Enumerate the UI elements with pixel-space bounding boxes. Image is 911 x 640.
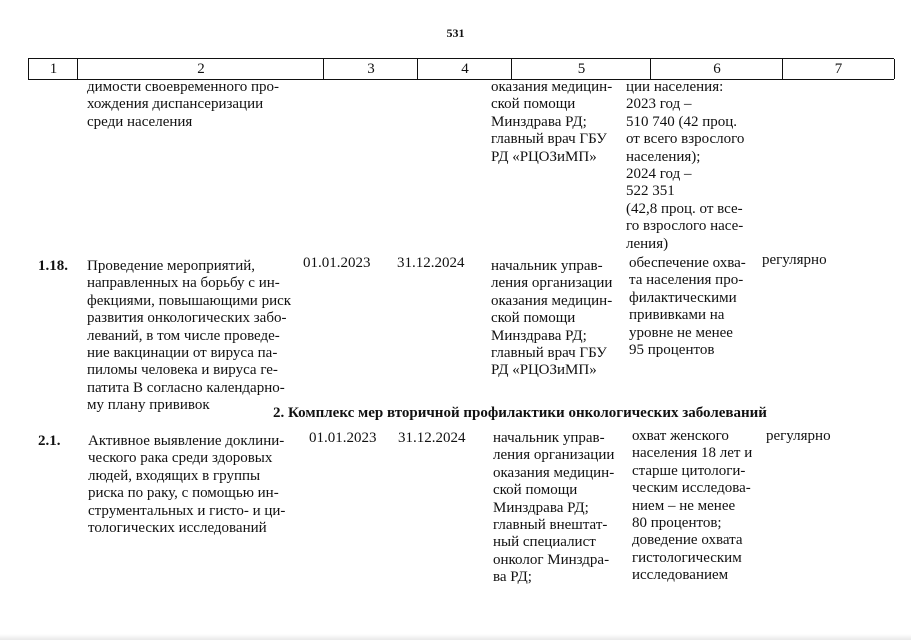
text-line: Минздрава РД; xyxy=(491,327,587,344)
text-line: главный внештат- xyxy=(493,517,608,534)
text-line: старше цитологи- xyxy=(632,462,746,479)
text-line: та населения про- xyxy=(629,272,744,289)
text-line: 510 740 (42 проц. xyxy=(626,113,738,130)
text-line: среди населения xyxy=(87,113,193,130)
text-line: струментальных и гисто- и ци- xyxy=(88,502,286,519)
text-line: направленных на борьбу с ин- xyxy=(87,275,280,292)
text-line: ской помощи xyxy=(491,96,576,113)
text-line: филактическими xyxy=(629,289,737,306)
text-line: 95 процентов xyxy=(629,342,715,359)
text-line: прививками на xyxy=(629,307,725,324)
row-2-1-frequency: регулярно xyxy=(766,428,831,444)
text-line: Проведение мероприятий, xyxy=(87,258,256,274)
continuation-description xyxy=(87,79,294,131)
text-line: ления организации xyxy=(493,447,615,464)
row-2-1-end-date: 31.12.2024 xyxy=(398,430,466,446)
text-line: гистологическим xyxy=(632,549,742,566)
text-line: ние вакцинации от вируса па- xyxy=(87,345,278,362)
text-line: патита В согласно календарно- xyxy=(87,379,285,396)
page-number: 531 xyxy=(446,26,465,40)
text-line: 80 процентов; xyxy=(632,515,722,532)
table-header-row xyxy=(28,58,894,80)
text-line: димости своевременного про- xyxy=(87,79,279,95)
scan-edge-shadow xyxy=(0,634,911,640)
row-1-18-description xyxy=(87,258,294,415)
text-line: ской помощи xyxy=(493,482,578,499)
row-number-2-1: 2.1. xyxy=(38,433,61,449)
header-col-3: 3 xyxy=(323,59,418,79)
text-line: начальник управ- xyxy=(491,258,603,274)
text-line: (42,8 проц. от все- xyxy=(626,200,743,217)
text-line: главный врач ГБУ xyxy=(491,131,607,148)
header-col-6: 6 xyxy=(650,59,783,79)
text-line: Минздрава РД; xyxy=(491,113,587,130)
text-line: 522 351 xyxy=(626,183,675,200)
text-line: доведение охвата xyxy=(632,532,743,549)
text-line: Активное выявление доклини- xyxy=(88,433,285,449)
text-line: нием – не менее xyxy=(632,497,736,514)
text-line: ления организации xyxy=(491,275,613,292)
text-line: леваний, в том числе проведе- xyxy=(87,327,280,344)
row-2-1-responsible xyxy=(493,430,619,587)
row-2-1-result xyxy=(632,428,758,585)
text-line: населения); xyxy=(626,148,701,165)
text-line: исследованием xyxy=(632,567,729,584)
text-line: оказания медицин- xyxy=(491,292,613,309)
text-line: от всего взрослого xyxy=(626,131,745,148)
row-1-18-responsible xyxy=(491,258,617,380)
text-line: людей, входящих в группы xyxy=(88,467,261,484)
text-line: ва РД; xyxy=(493,569,532,586)
row-1-18-frequency: регулярно xyxy=(762,252,827,268)
text-line: го взрослого насе- xyxy=(626,218,744,235)
row-2-1-start-date: 01.01.2023 xyxy=(309,430,377,446)
text-line: ный специалист xyxy=(493,534,596,551)
text-line: оказания медицин- xyxy=(491,79,613,95)
text-line: онколог Минздра- xyxy=(493,551,610,568)
row-1-18-start-date: 01.01.2023 xyxy=(303,255,371,271)
text-line: ческого рака среди здоровых xyxy=(88,450,273,467)
text-line: 2023 год – xyxy=(626,96,692,113)
text-line: главный врач ГБУ xyxy=(491,345,607,362)
text-line: охват женского xyxy=(632,428,729,444)
text-line: Минздрава РД; xyxy=(493,499,589,516)
row-number-1-18: 1.18. xyxy=(38,258,68,274)
text-line: 2024 год – xyxy=(626,166,692,183)
text-line: тологических исследований xyxy=(88,520,267,537)
text-line: РД «РЦОЗиМП» xyxy=(491,148,597,165)
text-line: обеспечение охва- xyxy=(629,255,746,271)
row-1-18-result xyxy=(629,255,754,359)
text-line: пиломы человека и вируса ге- xyxy=(87,362,278,379)
header-col-5: 5 xyxy=(511,59,651,79)
text-line: ской помощи xyxy=(491,310,576,327)
text-line: ческим исследова- xyxy=(632,480,751,497)
text-line: населения 18 лет и xyxy=(632,445,753,462)
text-line: му плану прививок xyxy=(87,397,210,414)
header-col-1: 1 xyxy=(28,59,78,79)
header-col-7: 7 xyxy=(782,59,895,79)
text-line: фекциями, повышающими риск xyxy=(87,292,292,309)
section-2-title: 2. Комплекс мер вторичной профилактики онкологических заболеваний xyxy=(273,405,767,421)
header-col-2: 2 xyxy=(77,59,324,79)
continuation-result xyxy=(626,79,752,253)
continuation-responsible xyxy=(491,79,617,166)
text-line: ции населения: xyxy=(626,79,724,95)
row-1-18-end-date: 31.12.2024 xyxy=(397,255,465,271)
text-line: оказания медицин- xyxy=(493,464,615,481)
row-2-1-description xyxy=(88,433,295,537)
text-line: РД «РЦОЗиМП» xyxy=(491,362,597,379)
text-line: риска по раку, с помощью ин- xyxy=(88,485,279,502)
header-col-4: 4 xyxy=(417,59,512,79)
text-line: ления) xyxy=(626,235,669,252)
text-line: уровне не менее xyxy=(629,324,733,341)
text-line: начальник управ- xyxy=(493,430,605,446)
text-line: развития онкологических забо- xyxy=(87,310,287,327)
text-line: хождения диспансеризации xyxy=(87,96,264,113)
